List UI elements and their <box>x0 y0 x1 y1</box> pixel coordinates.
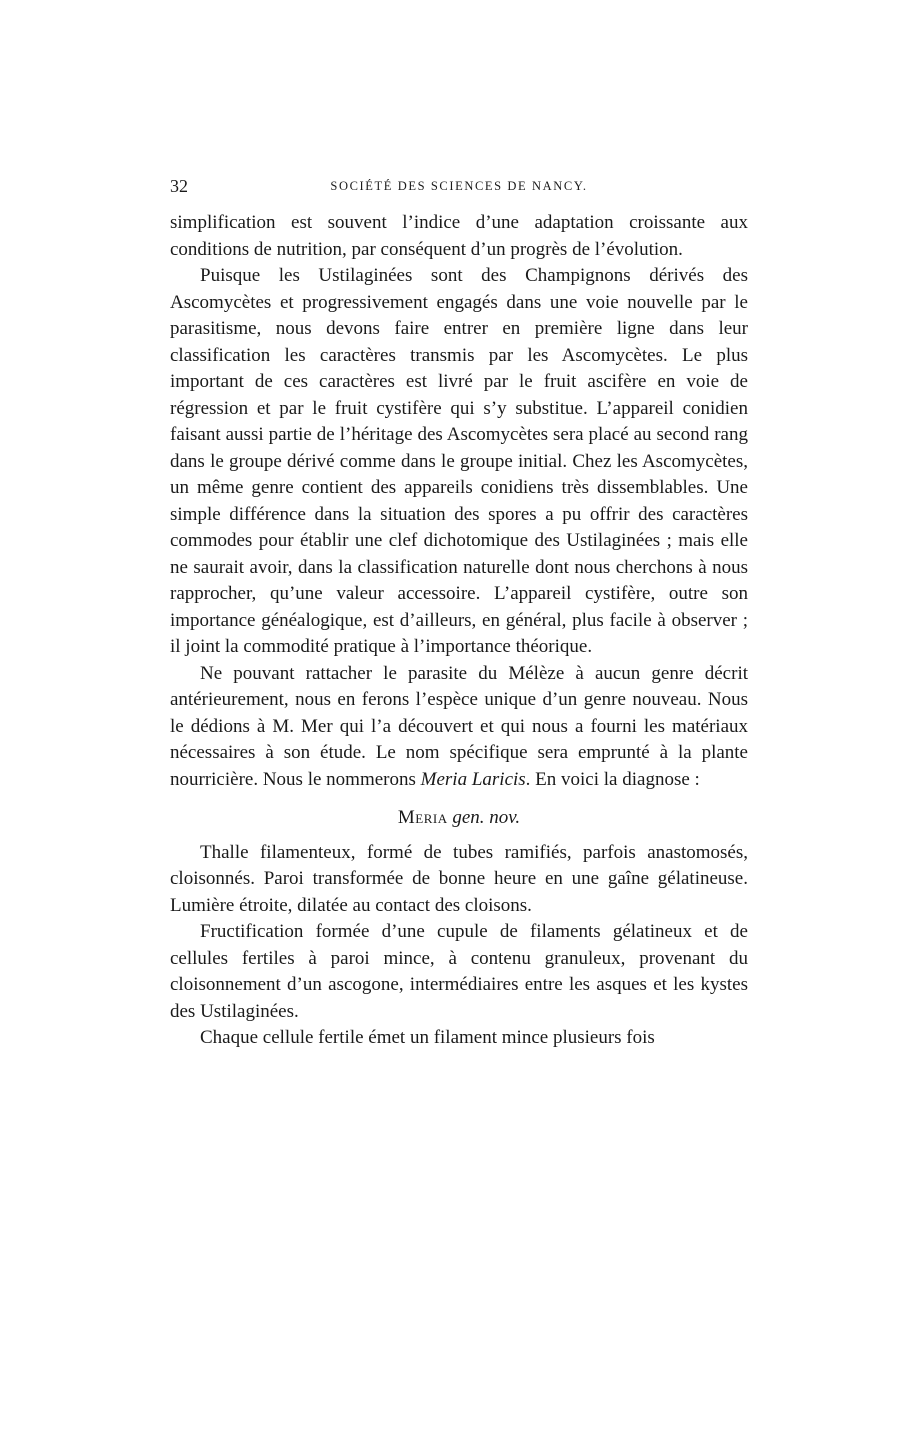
paragraph-3-text-b: . En voici la diagnose : <box>525 768 700 790</box>
genus-name: Meria <box>397 807 448 828</box>
diagnosis-thallus: Thalle filamenteux, formé de tubes ramifiés, parfois anastomosés, cloisonnés. Paroi transformée de bonne heure en une gaîne gélatineuse. Lumière étroite, dilatée au contact des cloisons. <box>170 841 748 916</box>
paragraph-1: simplification est souvent l’indice d’une adaptation croissante aux conditions de nutrition, par conséquent d’un progrès de l’évolution. <box>170 212 748 260</box>
paragraph-3-text-a: Ne pouvant rattacher le parasite du Mélèze à aucun genre décrit antérieurement, nous en ferons l’espèce unique d’un genre nouveau. Nous le dédions à M. Mer qui l’a découvert et qui nous a fourni les matériaux nécessaires à son étude. Le nom spécifique sera emprunté à la plante nourricière. Nous le nommerons <box>170 662 748 790</box>
body-text <box>170 210 748 1052</box>
running-head: SOCIÉTÉ DES SCIENCES DE NANCY. <box>330 179 588 193</box>
genus-suffix: gen. nov. <box>452 807 521 828</box>
page-header <box>170 176 748 200</box>
paragraph-2: Puisque les Ustilaginées sont des Champignons dérivés des Ascomycètes et progressivement engagés dans une voie nouvelle par le parasitisme, nous devons faire entrer en première ligne dans leur classification les caractères transmis par les Ascomycètes. Le plus important de ces caractères est livré par le fruit ascifère en voie de régression et par le fruit cystifère qui s’y substitue. L’appareil conidien faisant aussi partie de l’héritage des Ascomycètes sera placé au second rang dans le groupe dérivé comme dans le groupe initial. Chez les Ascomycètes, un même genre contient des appareils conidiens très dissemblables. Une simple différence dans la situation des spores a pu offrir des caractères commodes pour établir une clef dichotomique des Ustilaginées ; mais elle ne saurait avoir, dans la classification naturelle dont nous cherchons à nous rapprocher, qu’une valeur accessoire. L’appareil cystifère, outre son importance généalogique, est d’ailleurs, en général, plus facile à observer ; il joint la commodité pratique à l’importance théorique. <box>170 265 748 657</box>
section-heading <box>170 805 748 832</box>
paragraph-3 <box>170 661 748 794</box>
diagnosis-fructification: Fructification formée d’une cupule de filaments gélatineux et de cellules fertiles à paroi mince, à contenu granuleux, provenant du cloisonnement d’un ascogone, intermédiaires entre les asques et les kystes des Ustilaginées. <box>170 921 748 1022</box>
diagnosis-fertile-cell: Chaque cellule fertile émet un filament mince plusieurs fois <box>200 1027 655 1048</box>
page-number: 32 <box>170 176 188 196</box>
taxon-name: Meria Laricis <box>420 768 526 790</box>
